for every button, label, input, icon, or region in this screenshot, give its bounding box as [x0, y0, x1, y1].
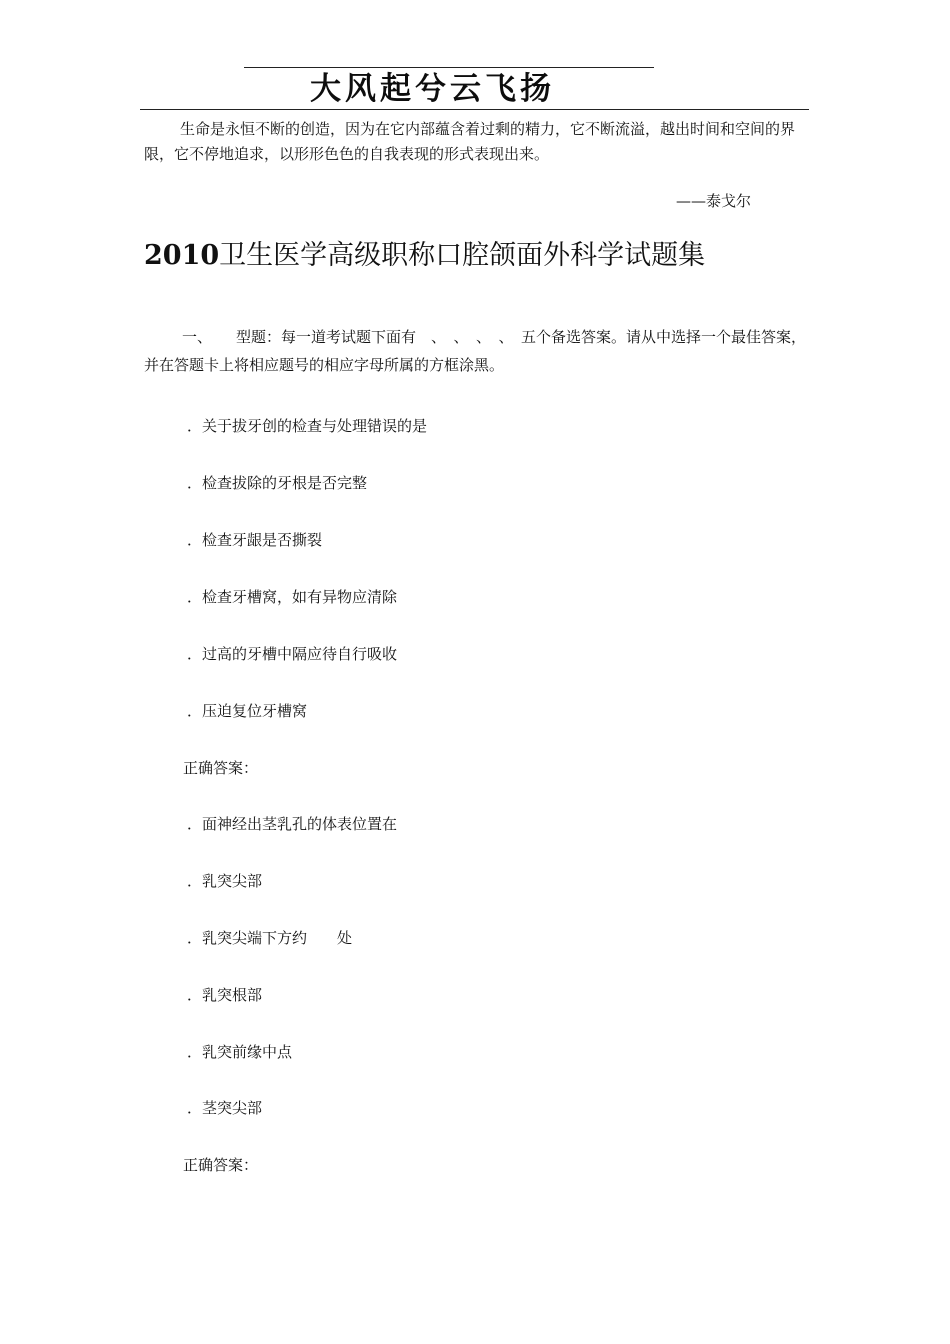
- instructions-text: 型题：每一道考试题下面有 、 、 、 、 五个备选答案。请从中选择一个最佳答案，并在答题卡上将相应题号的相应字母所属的方框涂黑。: [144, 328, 807, 374]
- question-1-option-b: ．检查牙龈是否撕裂: [187, 531, 323, 549]
- question-2-option-c: ．乳突根部: [187, 986, 263, 1004]
- question-2-option-a: ．乳突尖部: [187, 872, 263, 890]
- question-2-stem: ．面神经出茎乳孔的体表位置在: [187, 815, 398, 833]
- question-1-option-e: ．压迫复位牙槽窝: [187, 702, 308, 720]
- epigraph-attribution: ——泰戈尔: [676, 192, 752, 210]
- section-number: 一、: [182, 328, 213, 346]
- title-text: 卫生医学高级职称口腔颌面外科学试题集: [219, 240, 706, 271]
- epigraph-quote: 生命是永恒不断的创造，因为在它内部蕴含着过剩的精力，它不断流溢，越出时间和空间的界限，它不停地追求，以形形色色的自我表现的形式表现出来。: [144, 120, 796, 163]
- question-1-option-c: ．检查牙槽窝，如有异物应清除: [187, 588, 398, 606]
- question-1-option-d: ．过高的牙槽中隔应待自行吸收: [187, 645, 398, 663]
- question-1-answer-label: 正确答案：: [183, 759, 259, 777]
- question-1-option-a: ．检查拔除的牙根是否完整: [187, 474, 368, 492]
- question-2-option-e: ．茎突尖部: [187, 1099, 263, 1117]
- banner-rule-bottom: [140, 109, 809, 110]
- document-title: [144, 236, 705, 276]
- question-2-option-b: ．乳突尖端下方约 处: [187, 929, 353, 947]
- question-2-answer-label: 正确答案：: [183, 1156, 259, 1174]
- title-year: 2010: [144, 240, 220, 271]
- question-2-option-d: ．乳突前缘中点: [187, 1043, 293, 1061]
- banner-rule-top: [244, 67, 654, 68]
- question-1-stem: ．关于拔牙创的检查与处理错误的是: [187, 417, 428, 435]
- section-instructions: [144, 323, 808, 379]
- header-banner: 大风起兮云飞扬: [310, 71, 555, 107]
